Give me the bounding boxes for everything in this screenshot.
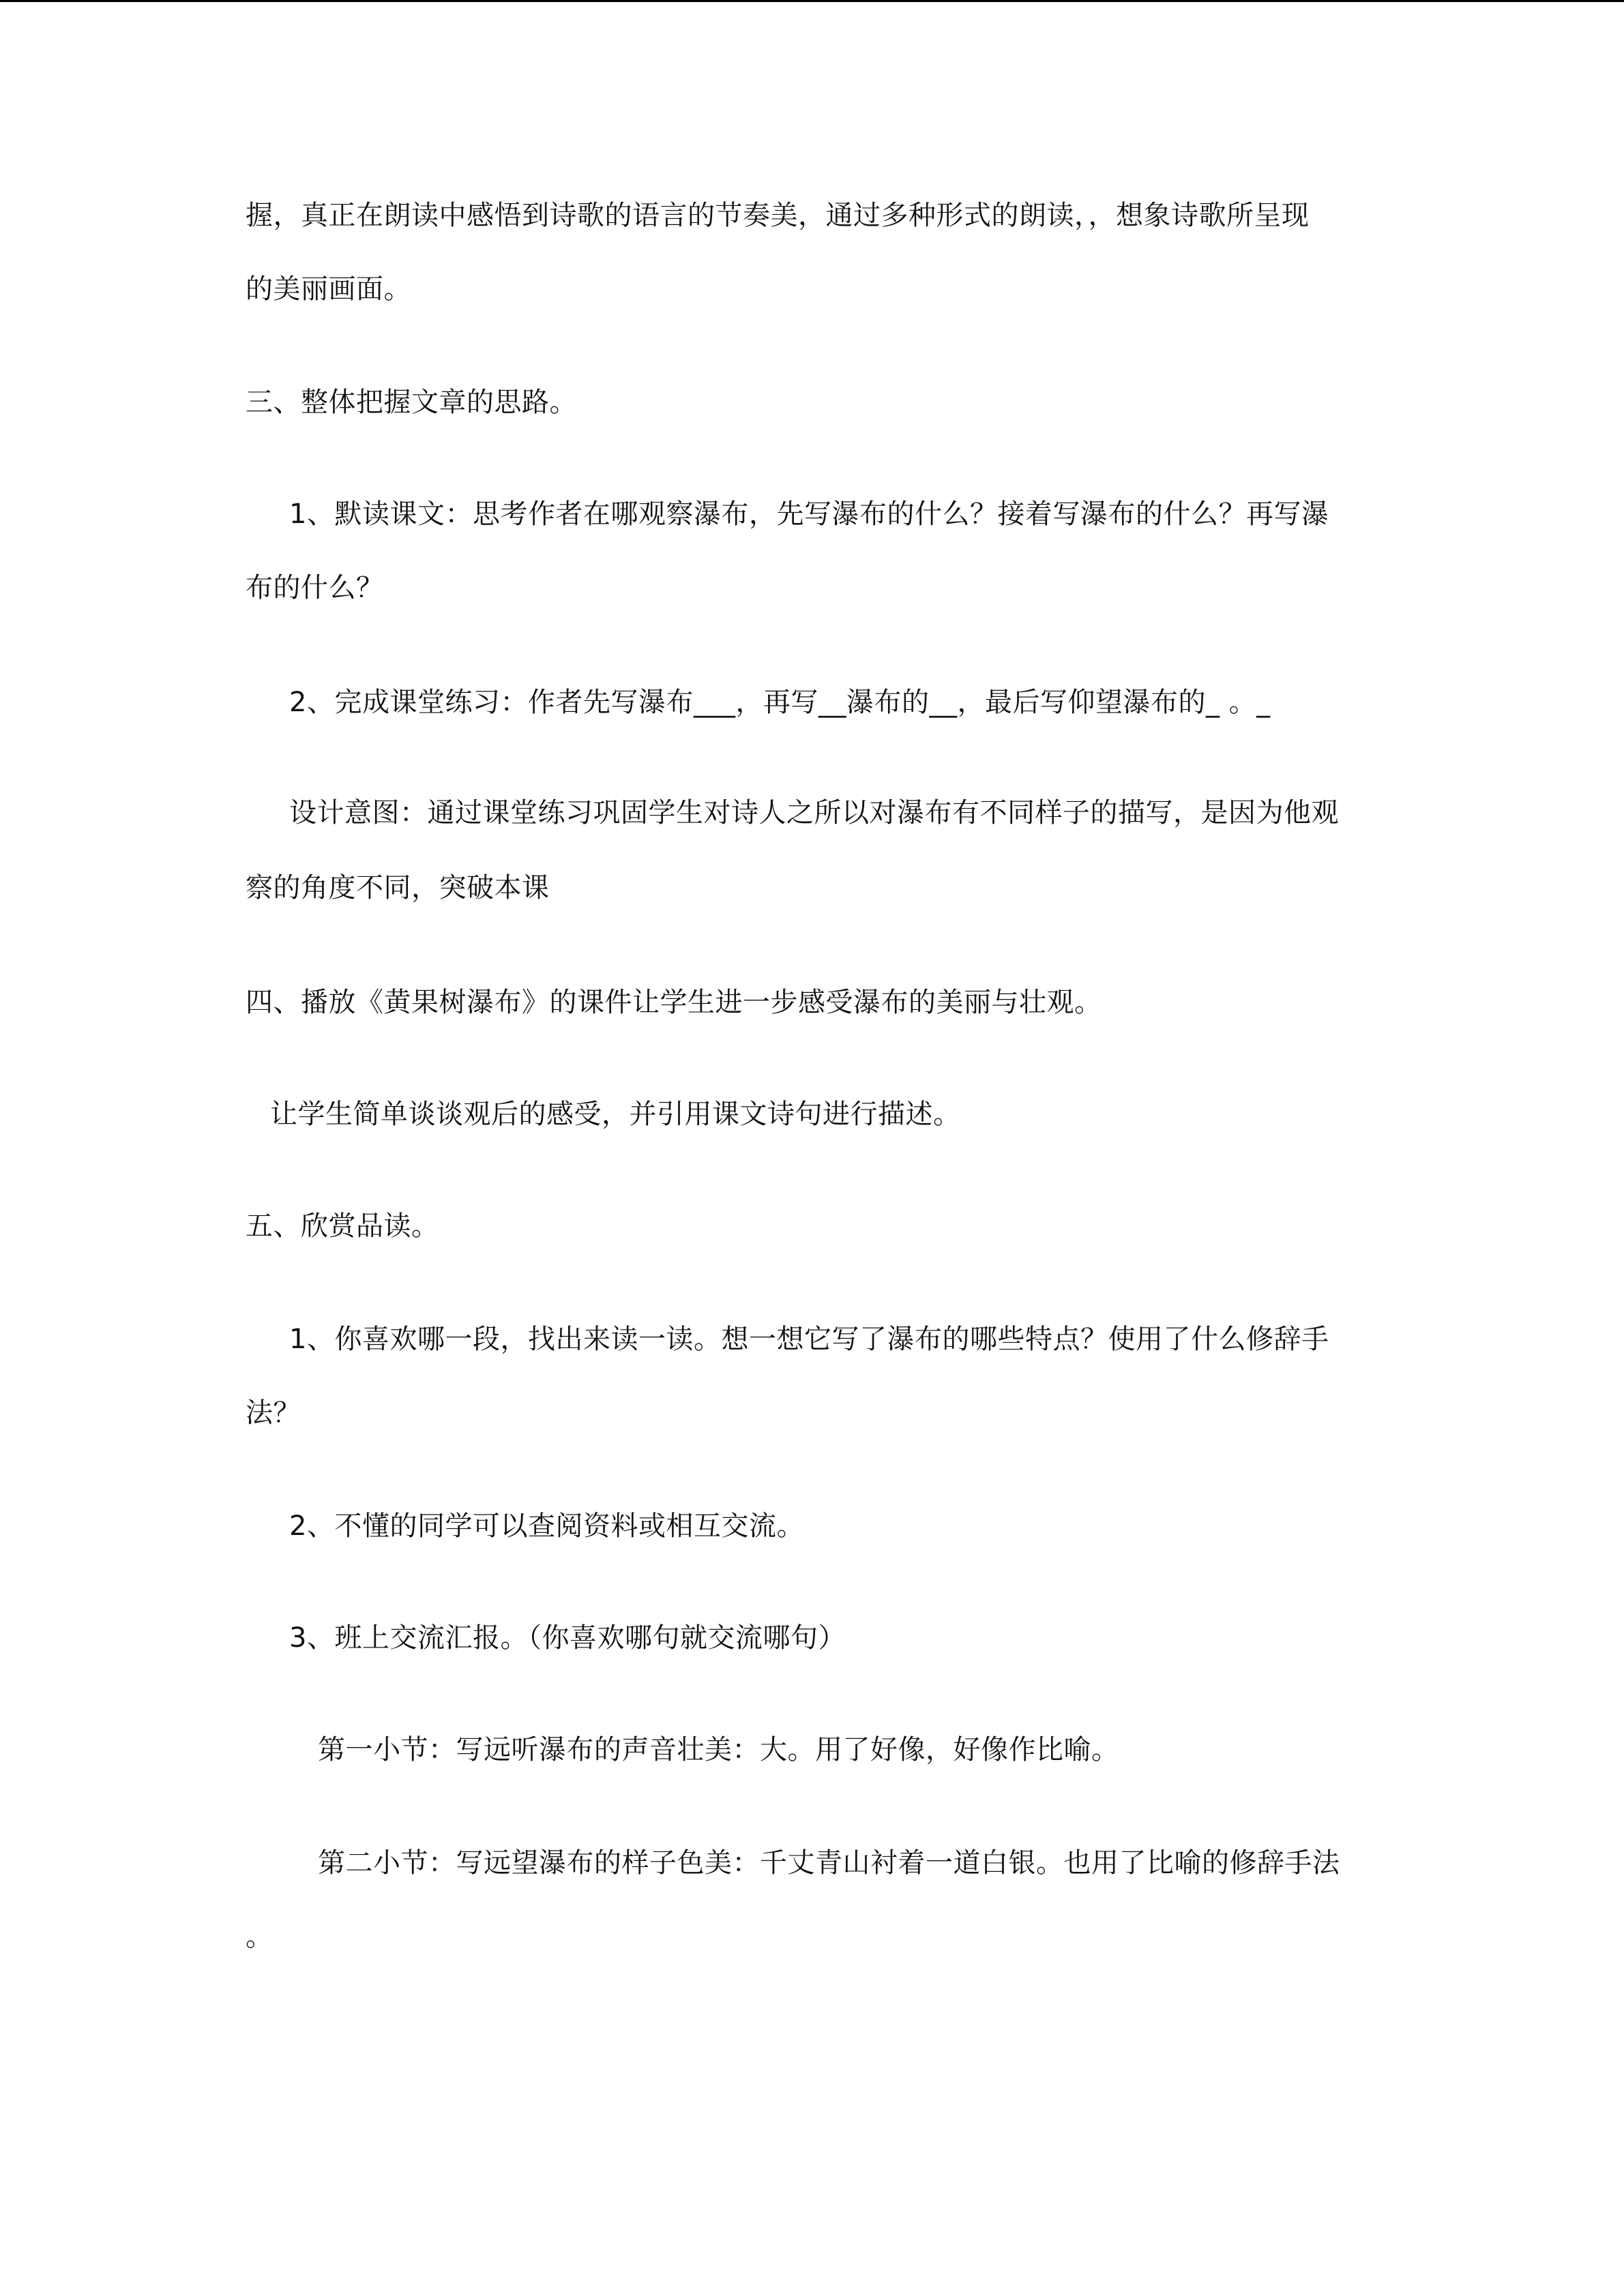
design-intent-line: 设计意图：通过课堂练习巩固学生对诗人之所以对瀑布有不同样子的描写，是因为他观 [289,797,1339,829]
section-heading: 三、整体把握文章的思路。 [246,387,577,418]
subsection-line: 第一小节：写远听瀑布的声音壮美：大。用了好像，好像作比喻。 [318,1734,1119,1765]
paragraph-line: 的美丽画面。 [246,273,411,305]
list-item: 1、你喜欢哪一段，找出来读一读。想一想它写了瀑布的哪些特点？使用了什么修辞手 [289,1324,1329,1355]
list-item: 2、完成课堂练习：作者先写瀑布___，再写__瀑布的__，最后写仰望瀑布的_ 。_ [289,687,1271,718]
list-item: 2、不懂的同学可以查阅资料或相互交流。 [289,1510,804,1542]
list-item: 3、班上交流汇报。（你喜欢哪句就交流哪句） [289,1622,846,1654]
list-item: 1、默读课文：思考作者在哪观察瀑布，先写瀑布的什么？接着写瀑布的什么？再写瀑 [289,498,1329,530]
paragraph-line: 握，真正在朗读中感悟到诗歌的语言的节奏美，通过多种形式的朗读，，想象诗歌所呈现 [246,200,1310,231]
list-item-continuation: 布的什么？ [246,572,384,603]
paragraph-line: 让学生简单谈谈观后的感受，并引用课文诗句进行描述。 [270,1099,961,1130]
subsection-continuation: 。 [246,1921,274,1952]
design-intent-continuation: 察的角度不同，突破本课 [246,872,550,904]
section-heading: 五、欣赏品读。 [246,1210,439,1242]
list-item-continuation: 法？ [246,1397,301,1429]
subsection-line: 第二小节：写远望瀑布的样子色美：千丈青山衬着一道白银。也用了比喻的修辞手法 [318,1847,1340,1879]
section-heading: 四、播放《黄果树瀑布》的课件让学生进一步感受瀑布的美丽与壮观。 [246,987,1102,1018]
